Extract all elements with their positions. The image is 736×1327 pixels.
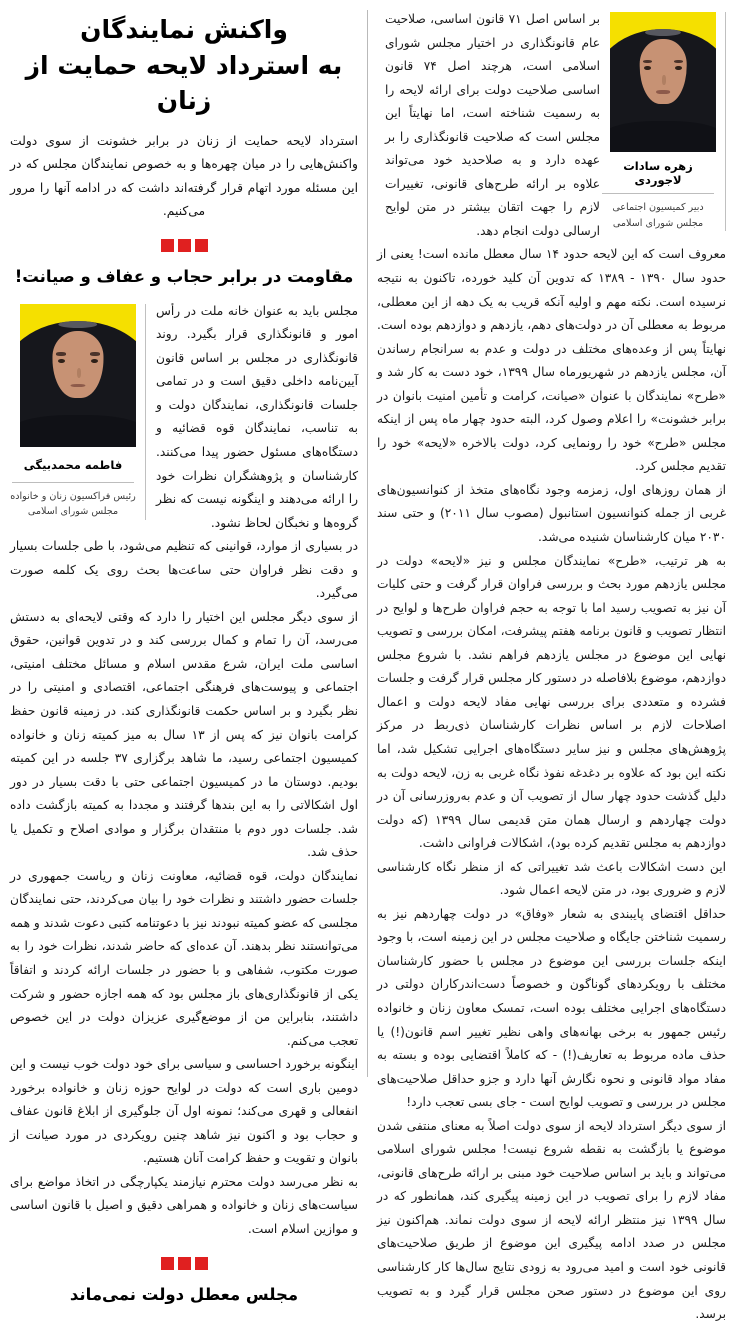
portrait-rule <box>12 482 134 483</box>
portrait-role-line-1: رئیس فراکسیون زنان و خانواده <box>10 490 136 502</box>
page-title <box>10 12 358 119</box>
paragraph: اینگونه برخورد احساسی و سیاسی برای خود دولت خوب نیست و این دومین باری است که دولت در لوایح حوزه زنان و خانواده برخورد انفعالی و قهری می‌کند؛ نمونه اول آن جلوگیری از ابلاغ قانون عفاف و حجاب بود و اکنون نیز شاهد چنین رویکردی در مورد صیانت از بانوان و تقویت و حفظ کرامت آنان هستیم. <box>10 1057 358 1166</box>
section-divider-squares-top <box>10 239 358 252</box>
red-square-icon <box>161 239 174 252</box>
standfirst <box>10 130 358 224</box>
paragraph: این دست اشکالات باعث شد تغییراتی که از منظر نگاه کارشناسی لازم و ضروری بود، در متن لایحه اعمال شود. <box>377 859 726 898</box>
portrait-role-line-1: دبیر کمیسیون اجتماعی <box>612 202 704 213</box>
portrait-photo <box>610 12 716 152</box>
portrait-face-illustration <box>610 12 716 152</box>
paragraph: حداقل اقتضای پایبندی به شعار «وفاق» در دولت چهاردهم نیز به رسمیت شناختن جایگاه و صلاحیت مجلس در این زمینه است، با وجود اینکه جلسات بررسی این موضوع در مجلس با حضور کارشناسان مختلف با رویکردهای گوناگون و خصوصاً دست‌اندرکاران دولتی در دستگاه‌های اجرایی مختلف بوده است، تمسک معاون زنان و خانواده رئیس جمهور به برخی بهانه‌های واهی نظیر تغییر اسم قانون(!) یا حذف ماده مربوط به تعاریف(!) - که کاملاً اقتضایی بوده و بسته به مفاد مواد قانونی و نحوه نگارش آنها دارد و جزو حداقل صلاحیت‌های مجلس در بررسی و تصویب لوایح است - جای بسی تعجب دارد! <box>377 906 726 1110</box>
red-square-icon <box>195 239 208 252</box>
section-2-subhead: مجلس معطل دولت نمی‌ماند <box>69 1284 299 1304</box>
section-1-subhead: مقاومت در برابر حجاب و عفاف و صیانت! <box>14 266 354 286</box>
portrait-role-line-2: مجلس شورای اسلامی <box>612 217 704 229</box>
paragraph: به نظر می‌رسد دولت محترم نیازمند یکپارچگی در اتخاذ مواضع برای سیاست‌های زنان و خانواده و همراهی دقیق و اصیل با قانون اساسی و موازین اسلام است. <box>10 1174 358 1237</box>
paragraph: به هر ترتیب، «طرح» نمایندگان مجلس و نیز «لایحه» دولت در مجلس یازدهم مورد بحث و بررسی فراوان قرار گرفت و حتی کلیات آن نیز به تصویب رسید اما با توجه به حجم فراوان طرح‌ها و لوایح در انتظار تصویب و قانون برنامه هفتم پیشرفت، امکان بررسی و تصویب نهایی این موضوع در مجلس یازدهم فراهم نشد. با شروع مجلس دوازدهم، موضوع بلافاصله در دستور کار مجلس قرار گرفت و جلسات فشرده و متعددی برای بررسی نهایی مفاد لایحه دولت و اعمال اصلاحات لازم بر اساس نظرات کارشناسان ذی‌ربط در مرکز پژوهش‌های مجلس و نیز سایر دستگاه‌های اجرایی تشکیل شد، اما نکته این بود که علاوه بر دغدغه نفوذ نگاه غربی به زن، لایحه دولت به دلیل گذشت حدود چهار سال از تصویب آن و عدم به‌روزرسانی آن در دولت چهاردهم و ارسال همان متن قدیمی سال ۱۳۹۹ (که دولت دوازدهم به مجلس تقدیم کرده بود)، اشکالات فراوانی داشت. <box>377 553 726 851</box>
paragraph: از سوی دیگر مجلس این اختیار را دارد که وقتی لایحه‌ای به دستش می‌رسد، آن را تمام و کمال بررسی کند و در تدوین قوانین، حقوق اساسی ملت ایران، شرع مقدس اسلام و مسائل مختلف امنیتی، اجتماعی و پیوست‌های فرهنگی اجتماعی، اقتصادی و امنیتی را در نظر بگیرد و بر اساس حکمت قانونگذاری کند. در زمینه قانون حفظ کرامت بانوان نیز که پس از ۱۳ سال به میز کمیته زنان و خانواده کمیسیون اجتماعی رسید، ما شاهد برگزاری ۳۷ جلسه در این کمیته بودیم. دوستان ما در کمیسیون اجتماعی حتی با دقت بسیار در دور اول اشکالاتی را به این بندها گرفتند و مجددا به کمیته بازگشت داده شد. جلسات دور دوم با منتقدان برگزار و موادی اصلاح و تکمیل یا حذف شد. <box>10 609 359 860</box>
paragraph: در بسیاری از موارد، قوانینی که تنظیم می‌شود، با طی جلسات بسیار و دقت نظر فراوان حتی ساعت‌ها بحث روی یک کلمه صورت می‌گیرد. <box>10 539 358 601</box>
lead-column <box>10 8 359 1304</box>
paragraph: نمایندگان دولت، قوه قضائیه، معاونت زنان و ریاست جمهوری در جلسات حضور داشتند و نظرات خود را بیان می‌کردند، حتی نمایندگان مجلسی که عضو کمیته نبودند نیز با دعوتنامه کتبی دعوت شدند و همه می‌توانستند نظر بدهند. آن عده‌ای که حاضر شدند، نظرات خود را به صورت مکتوب، شفاهی و با حضور در جلسات ارائه کردند و اتفاقاً یکی از قانونگذاری‌های باز مجلس بود که همه اجازه حضور و شرکت داشتند، بنابراین من از موضع‌گیری عزیزان دولت در این خصوص تعجب می‌کنم. <box>10 868 358 1048</box>
red-square-icon <box>178 1257 191 1270</box>
paragraph: از همان روزهای اول، زمزمه وجود نگاه‌های متخذ از کنوانسیون‌های غربی از جمله کنوانسیون استانبول (مصوب سال ۲۰۱۱) و حتی سند ۲۰۳۰ میان کارشناسان شنیده می‌شد. <box>377 482 726 545</box>
standfirst-text: استرداد لایحه حمایت از زنان در برابر خشونت از سوی دولت واکنش‌هایی را در میان چهره‌ها و به خصوص نمایندگان مجلس که در این مسئله مورد اتهام قرار گرفته‌اند داشت که در ادامه آنها را مرور می‌کنیم. <box>10 133 358 219</box>
portrait-photo <box>20 304 136 447</box>
portrait-rule <box>602 193 714 194</box>
paragraph: معروف است که این لایحه حدود ۱۴ سال معطل مانده است! یعنی از حدود سال ۱۳۹۰ - ۱۳۸۹ که تدوین آن کلید خورده، تاکنون به نتیجه نرسیده است. نکته مهم و اولیه آنکه قریب به یک دهه از این معطلی، مربوط به معطلی آن در دولت‌های دهم، یازدهم و دوازدهم بوده است. نهایتاً پس از وعده‌های مختلف در دولت و عدم به سرانجام رساندن آن، مجلس یازدهم در شهریورماه سال ۱۳۹۹، خود دست به کار شد و «طرح» نمایندگان با عنوان «صیانت، کرامت و تأمین امنیت بانوان در برابر خشونت» را اعلام وصول کرد، البته حدود چهار ماه پس از اینکه مجلس «طرح» خود را رونمایی کرد، دولت بالاخره «لایحه» خود را تقدیم مجلس کرد. <box>377 247 726 474</box>
secondary-intro-text <box>377 8 600 243</box>
secondary-column <box>377 8 727 1322</box>
headline-line-2: به استرداد لایحه حمایت از زنان <box>25 50 343 115</box>
portrait-face-illustration <box>20 304 136 447</box>
portrait-block-mohammadbeigi <box>10 304 146 520</box>
red-square-icon <box>195 1257 208 1270</box>
section-1-body <box>10 300 358 1242</box>
red-square-icon <box>161 1257 174 1270</box>
headline-line-1: واکنش نمایندگان <box>80 15 288 44</box>
secondary-column-top <box>377 8 726 243</box>
paragraph: بر اساس اصل ۷۱ قانون اساسی، صلاحیت عام قانونگذاری در اختیار مجلس شورای اسلامی است، هرچند اصل ۷۴ قانون اساسی صلاحیت دولت برای ارائه لایحه را به رسمیت شناخته است، اما نهایتاً این مجلس است که صلاحیت قانونگذاری را بر عهده دارد و به صلاحدید خود می‌تواند علاوه بر ارائه طرح‌های قانونی، تغییرات لازم را جهت اتقان بیشتر در متن لوایح ارسالی دولت انجام دهد. <box>385 12 600 238</box>
portrait-name: فاطمه محمدبیگی <box>23 457 123 472</box>
red-square-icon <box>178 239 191 252</box>
portrait-block-lajevardi <box>600 12 726 231</box>
portrait-name: زهره سادات لاجوردی <box>623 159 693 187</box>
section-divider-squares-bottom <box>10 1257 358 1270</box>
column-divider <box>367 10 368 1077</box>
secondary-column-body <box>377 243 726 1326</box>
paragraph: از سوی دیگر استرداد لایحه از سوی دولت اصلاً به معنای منتفی شدن موضوع یا بازگشت به نقطه شروع نیست! مجلس شورای اسلامی می‌تواند و باید بر اساس صلاحیت خود مبنی بر ارائه طرح‌های قانونی، مفاد لازم را برای تصویب در این زمینه پیگیری کند، همانطور که در سال ۱۳۹۹ نیز منتظر ارائه لایحه از سوی دولت نماند. هم‌اکنون نیز مجلس در صدد ادامه پیگیری این موضوع از طریق صلاحیت‌های قانونی خود است و امید می‌رود به زودی نتایج سال‌ها کار کارشناسی روی این موضوع در دستور صحن مجلس قرار گیرد و به تصویب برسد. <box>377 1118 727 1322</box>
paragraph: مجلس باید به عنوان خانه ملت در رأس امور و قانونگذاری قرار بگیرد. روند قانونگذاری در مجلس بر اساس قانون آیین‌نامه داخلی دقیق است و در تمامی جلسات قانونگذاری، نمایندگان دولت و به تناسب، نمایندگان قوه قضائیه و دستگاه‌های مسئول حضور پیدا می‌کنند. کارشناسان و پژوهشگران نظرات خود را ارائه می‌دهند و اینگونه نیست که نظر گروه‌ها و نخبگان لحاظ نشود. <box>156 303 358 530</box>
portrait-role-line-2: مجلس شورای اسلامی <box>27 506 119 518</box>
